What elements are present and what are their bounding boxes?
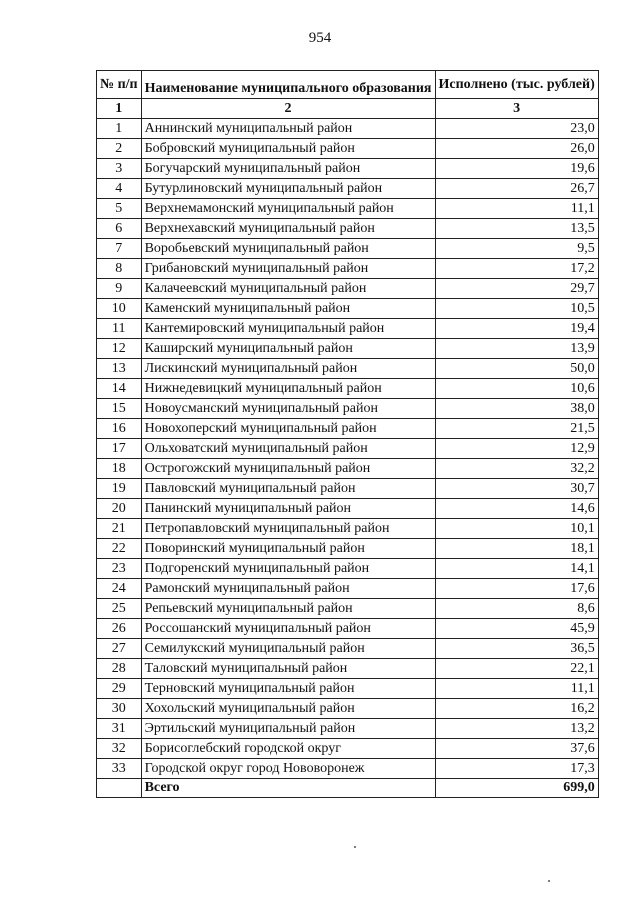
table-row [97, 539, 599, 559]
row-number: 12 [97, 339, 142, 359]
row-number: 2 [97, 139, 142, 159]
row-name: Павловский муниципальный район [141, 479, 435, 499]
expenditure-table [96, 70, 599, 798]
row-value: 13,2 [435, 719, 598, 739]
table-row [97, 239, 599, 259]
table-row [97, 759, 599, 779]
row-number: 17 [97, 439, 142, 459]
row-value: 21,5 [435, 419, 598, 439]
row-number: 24 [97, 579, 142, 599]
row-name: Верхнехавский муниципальный район [141, 219, 435, 239]
row-name: Поворинский муниципальный район [141, 539, 435, 559]
row-value: 36,5 [435, 639, 598, 659]
row-number: 33 [97, 759, 142, 779]
row-name: Бутурлиновский муниципальный район [141, 179, 435, 199]
row-name: Россошанский муниципальный район [141, 619, 435, 639]
row-name: Новоусманский муниципальный район [141, 399, 435, 419]
row-number: 21 [97, 519, 142, 539]
table-row [97, 559, 599, 579]
table-row [97, 299, 599, 319]
row-name: Аннинский муниципальный район [141, 119, 435, 139]
row-number: 31 [97, 719, 142, 739]
row-name: Рамонский муниципальный район [141, 579, 435, 599]
row-name: Семилукский муниципальный район [141, 639, 435, 659]
row-number: 29 [97, 679, 142, 699]
table-row [97, 499, 599, 519]
row-name: Эртильский муниципальный район [141, 719, 435, 739]
row-name: Таловский муниципальный район [141, 659, 435, 679]
row-name: Калачеевский муниципальный район [141, 279, 435, 299]
row-number: 18 [97, 459, 142, 479]
header-name: Наименование муниципального образования [141, 71, 435, 99]
row-value: 29,7 [435, 279, 598, 299]
row-name: Ольховатский муниципальный район [141, 439, 435, 459]
table-row [97, 319, 599, 339]
row-value: 11,1 [435, 199, 598, 219]
row-value: 8,6 [435, 599, 598, 619]
row-number: 22 [97, 539, 142, 559]
row-value: 37,6 [435, 739, 598, 759]
row-value: 17,3 [435, 759, 598, 779]
total-row [97, 779, 599, 798]
row-value: 10,6 [435, 379, 598, 399]
table-row [97, 379, 599, 399]
row-value: 10,5 [435, 299, 598, 319]
row-number: 30 [97, 699, 142, 719]
row-number: 8 [97, 259, 142, 279]
table-row [97, 519, 599, 539]
row-value: 50,0 [435, 359, 598, 379]
row-value: 38,0 [435, 399, 598, 419]
row-value: 32,2 [435, 459, 598, 479]
row-number: 4 [97, 179, 142, 199]
table-row [97, 639, 599, 659]
row-name: Хохольский муниципальный район [141, 699, 435, 719]
row-name: Лискинский муниципальный район [141, 359, 435, 379]
row-name: Острогожский муниципальный район [141, 459, 435, 479]
row-number: 14 [97, 379, 142, 399]
row-number: 26 [97, 619, 142, 639]
row-value: 14,1 [435, 559, 598, 579]
row-name: Каширский муниципальный район [141, 339, 435, 359]
row-name: Терновский муниципальный район [141, 679, 435, 699]
row-name: Петропавловский муниципальный район [141, 519, 435, 539]
table-row [97, 679, 599, 699]
table-row [97, 119, 599, 139]
row-number: 3 [97, 159, 142, 179]
table-row [97, 359, 599, 379]
row-value: 11,1 [435, 679, 598, 699]
row-name: Городской округ город Нововоронеж [141, 759, 435, 779]
table-row [97, 159, 599, 179]
column-number: 1 [97, 99, 142, 119]
row-number: 16 [97, 419, 142, 439]
row-value: 9,5 [435, 239, 598, 259]
row-name: Богучарский муниципальный район [141, 159, 435, 179]
table-row [97, 479, 599, 499]
row-number: 15 [97, 399, 142, 419]
row-number: 1 [97, 119, 142, 139]
row-value: 17,6 [435, 579, 598, 599]
row-number: 23 [97, 559, 142, 579]
row-number: 11 [97, 319, 142, 339]
row-value: 22,1 [435, 659, 598, 679]
row-value: 14,6 [435, 499, 598, 519]
row-value: 26,0 [435, 139, 598, 159]
row-value: 26,7 [435, 179, 598, 199]
column-number: 3 [435, 99, 598, 119]
table-header-row [97, 71, 599, 99]
row-name: Новохоперский муниципальный район [141, 419, 435, 439]
row-value: 45,9 [435, 619, 598, 639]
row-name: Грибановский муниципальный район [141, 259, 435, 279]
row-number: 10 [97, 299, 142, 319]
row-value: 23,0 [435, 119, 598, 139]
table-row [97, 459, 599, 479]
total-value: 699,0 [435, 779, 598, 798]
row-number: 9 [97, 279, 142, 299]
row-name: Борисоглебский городской округ [141, 739, 435, 759]
row-value: 17,2 [435, 259, 598, 279]
table-row [97, 699, 599, 719]
table-row [97, 399, 599, 419]
column-number: 2 [141, 99, 435, 119]
row-number: 13 [97, 359, 142, 379]
table-row [97, 279, 599, 299]
row-value: 16,2 [435, 699, 598, 719]
row-name: Верхнемамонский муниципальный район [141, 199, 435, 219]
row-value: 10,1 [435, 519, 598, 539]
table-row [97, 659, 599, 679]
row-name: Воробьевский муниципальный район [141, 239, 435, 259]
table-row [97, 219, 599, 239]
row-number: 28 [97, 659, 142, 679]
table-row [97, 339, 599, 359]
scan-speck [354, 846, 356, 848]
row-name: Каменский муниципальный район [141, 299, 435, 319]
total-label: Всего [141, 779, 435, 798]
row-name: Панинский муниципальный район [141, 499, 435, 519]
row-name: Нижнедевицкий муниципальный район [141, 379, 435, 399]
row-name: Бобровский муниципальный район [141, 139, 435, 159]
table-row [97, 199, 599, 219]
total-num-cell [97, 779, 142, 798]
header-num: № п/п [97, 71, 142, 99]
row-value: 18,1 [435, 539, 598, 559]
row-number: 32 [97, 739, 142, 759]
row-number: 19 [97, 479, 142, 499]
row-number: 6 [97, 219, 142, 239]
row-name: Кантемировский муниципальный район [141, 319, 435, 339]
row-value: 13,5 [435, 219, 598, 239]
row-number: 27 [97, 639, 142, 659]
row-value: 13,9 [435, 339, 598, 359]
column-number-row [97, 99, 599, 119]
table-row [97, 579, 599, 599]
table-row [97, 179, 599, 199]
row-value: 19,4 [435, 319, 598, 339]
scan-speck [548, 880, 550, 882]
table-row [97, 739, 599, 759]
row-number: 25 [97, 599, 142, 619]
table-row [97, 439, 599, 459]
row-value: 12,9 [435, 439, 598, 459]
header-value: Исполнено (тыс. рублей) [435, 71, 598, 99]
table-row [97, 599, 599, 619]
table-row [97, 619, 599, 639]
table-row [97, 259, 599, 279]
table-row [97, 139, 599, 159]
row-number: 7 [97, 239, 142, 259]
row-number: 5 [97, 199, 142, 219]
row-number: 20 [97, 499, 142, 519]
row-name: Подгоренский муниципальный район [141, 559, 435, 579]
table-row [97, 719, 599, 739]
table-row [97, 419, 599, 439]
row-name: Репьевский муниципальный район [141, 599, 435, 619]
row-value: 19,6 [435, 159, 598, 179]
page-number: 954 [308, 30, 332, 46]
row-value: 30,7 [435, 479, 598, 499]
